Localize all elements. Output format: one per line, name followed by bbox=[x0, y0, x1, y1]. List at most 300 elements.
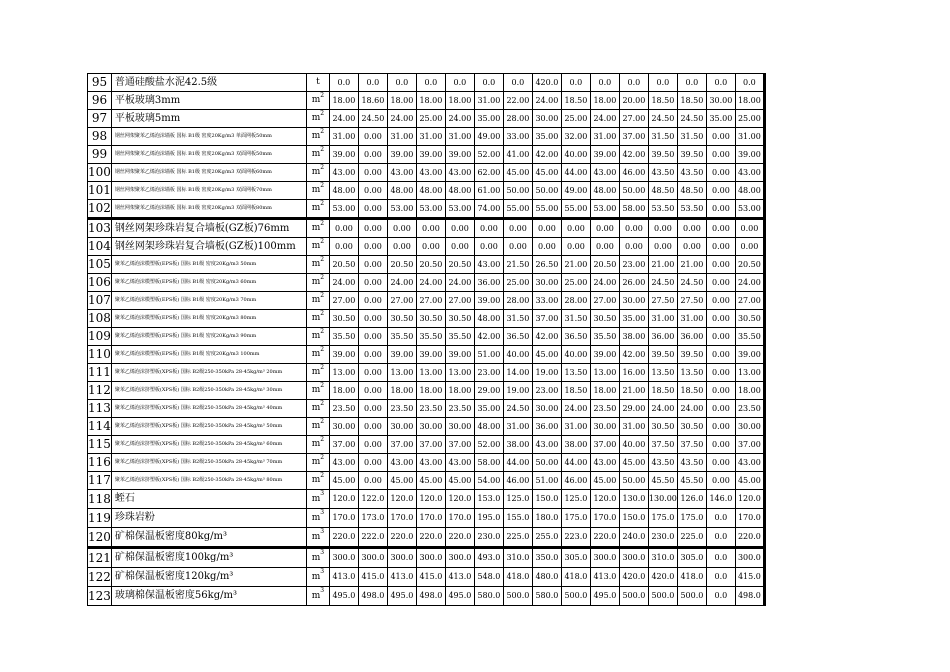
price-cell: 0.0 bbox=[706, 587, 735, 606]
price-cell: 53.00 bbox=[329, 200, 358, 219]
table-row bbox=[88, 200, 765, 219]
unit-exponent: 2 bbox=[320, 164, 325, 171]
price-cell: 0.0 bbox=[677, 74, 706, 92]
price-cell: 31.00 bbox=[561, 418, 590, 436]
price-cell: 43.00 bbox=[329, 454, 358, 472]
price-cell: 26.50 bbox=[532, 256, 561, 274]
price-cell: 18.50 bbox=[561, 382, 590, 400]
unit-exponent: 2 bbox=[320, 146, 325, 153]
price-cell: 0.00 bbox=[358, 472, 387, 490]
price-cell: 36.00 bbox=[648, 328, 677, 346]
price-cell: 48.00 bbox=[445, 182, 474, 200]
price-cell: 45.00 bbox=[387, 472, 416, 490]
price-cell: 0.0 bbox=[561, 74, 590, 92]
price-cell: 415.0 bbox=[735, 568, 764, 587]
price-cell: 0.00 bbox=[648, 219, 677, 238]
price-cell: 48.00 bbox=[387, 182, 416, 200]
price-cell: 495.0 bbox=[445, 587, 474, 606]
price-cell: 0.00 bbox=[706, 310, 735, 328]
row-number: 114 bbox=[88, 418, 112, 436]
price-cell: 30.00 bbox=[532, 274, 561, 292]
price-cell: 25.00 bbox=[503, 274, 532, 292]
price-cell: 493.0 bbox=[474, 548, 503, 568]
price-cell: 0.00 bbox=[445, 238, 474, 256]
price-cell: 175.0 bbox=[648, 509, 677, 528]
table-row bbox=[88, 128, 765, 146]
price-cell: 0.00 bbox=[358, 418, 387, 436]
price-cell: 20.50 bbox=[329, 256, 358, 274]
price-cell: 46.00 bbox=[561, 472, 590, 490]
price-cell: 52.00 bbox=[474, 436, 503, 454]
price-cell: 0.0 bbox=[590, 74, 619, 92]
price-cell: 24.50 bbox=[648, 274, 677, 292]
price-cell: 225.0 bbox=[503, 528, 532, 548]
price-cell: 45.00 bbox=[329, 472, 358, 490]
price-cell: 46.00 bbox=[503, 472, 532, 490]
price-cell: 35.00 bbox=[532, 128, 561, 146]
price-cell: 14.00 bbox=[503, 364, 532, 382]
unit-symbol: m bbox=[311, 494, 321, 504]
table-row bbox=[88, 256, 765, 274]
unit-cell bbox=[306, 200, 329, 219]
unit-cell bbox=[306, 292, 329, 310]
unit-cell bbox=[306, 74, 329, 92]
price-cell: 45.50 bbox=[648, 472, 677, 490]
price-cell: 21.00 bbox=[561, 256, 590, 274]
price-cell: 24.50 bbox=[358, 110, 387, 128]
price-cell: 230.0 bbox=[474, 528, 503, 548]
unit-exponent: 2 bbox=[320, 92, 325, 99]
price-cell: 45.00 bbox=[445, 472, 474, 490]
unit-cell bbox=[306, 454, 329, 472]
price-cell: 23.50 bbox=[416, 400, 445, 418]
price-cell: 39.00 bbox=[445, 146, 474, 164]
price-cell: 0.00 bbox=[735, 219, 764, 238]
price-cell: 23.50 bbox=[735, 400, 764, 418]
unit-exponent: 2 bbox=[320, 256, 325, 263]
price-cell: 40.00 bbox=[619, 436, 648, 454]
price-cell: 175.0 bbox=[561, 509, 590, 528]
price-cell: 0.00 bbox=[648, 238, 677, 256]
price-cell: 0.00 bbox=[387, 219, 416, 238]
price-cell: 0.00 bbox=[706, 146, 735, 164]
row-number: 118 bbox=[88, 490, 112, 509]
price-cell: 0.00 bbox=[706, 256, 735, 274]
price-cell: 43.50 bbox=[677, 454, 706, 472]
row-number: 107 bbox=[88, 292, 112, 310]
price-cell: 0.0 bbox=[358, 74, 387, 92]
price-cell: 0.00 bbox=[619, 219, 648, 238]
price-cell: 150.0 bbox=[532, 490, 561, 509]
price-cell: 0.00 bbox=[358, 364, 387, 382]
price-cell: 305.0 bbox=[561, 548, 590, 568]
price-cell: 39.00 bbox=[416, 346, 445, 364]
price-cell: 30.00 bbox=[532, 400, 561, 418]
row-number: 119 bbox=[88, 509, 112, 528]
price-cell: 0.00 bbox=[706, 182, 735, 200]
price-cell: 37.00 bbox=[735, 436, 764, 454]
price-cell: 24.00 bbox=[590, 274, 619, 292]
table-row bbox=[88, 548, 765, 568]
price-cell: 29.00 bbox=[619, 400, 648, 418]
material-name: 玻璃棉保温板密度56kg/m³ bbox=[111, 587, 306, 606]
price-cell: 195.0 bbox=[474, 509, 503, 528]
row-number: 123 bbox=[88, 587, 112, 606]
price-cell: 480.0 bbox=[532, 568, 561, 587]
unit-symbol: m bbox=[311, 203, 321, 213]
price-cell: 24.00 bbox=[735, 274, 764, 292]
price-cell: 39.50 bbox=[648, 346, 677, 364]
price-cell: 122.0 bbox=[358, 490, 387, 509]
material-name: 聚苯乙烯泡沫挤塑板(XPS板) 国标 B2级250-350kPa 28-45kg/m³ 40mm bbox=[111, 400, 306, 418]
material-name: 钢丝网架珍珠岩复合墙板(GZ板)100mm bbox=[111, 238, 306, 256]
price-cell: 413.0 bbox=[329, 568, 358, 587]
price-cell: 43.00 bbox=[590, 454, 619, 472]
row-number: 97 bbox=[88, 110, 112, 128]
price-cell: 170.0 bbox=[445, 509, 474, 528]
price-cell: 31.00 bbox=[329, 128, 358, 146]
price-cell: 498.0 bbox=[416, 587, 445, 606]
price-cell: 13.50 bbox=[677, 364, 706, 382]
price-cell: 55.00 bbox=[532, 200, 561, 219]
unit-cell bbox=[306, 472, 329, 490]
price-cell: 18.00 bbox=[445, 92, 474, 110]
price-cell: 500.0 bbox=[619, 587, 648, 606]
price-cell: 27.00 bbox=[416, 292, 445, 310]
unit-exponent: 2 bbox=[320, 182, 325, 189]
table-row bbox=[88, 568, 765, 587]
price-cell: 45.00 bbox=[416, 472, 445, 490]
price-cell: 37.00 bbox=[329, 436, 358, 454]
price-cell: 39.00 bbox=[474, 292, 503, 310]
unit-symbol: m bbox=[311, 167, 321, 177]
price-cell: 0.00 bbox=[706, 219, 735, 238]
price-cell: 0.00 bbox=[561, 238, 590, 256]
unit-exponent: 2 bbox=[320, 454, 325, 461]
price-cell: 45.00 bbox=[503, 164, 532, 182]
unit-exponent: 2 bbox=[320, 400, 325, 407]
price-cell: 37.00 bbox=[445, 436, 474, 454]
price-cell: 31.50 bbox=[677, 128, 706, 146]
unit-exponent: 2 bbox=[320, 328, 325, 335]
price-cell: 30.00 bbox=[706, 92, 735, 110]
price-cell: 18.00 bbox=[387, 92, 416, 110]
price-cell: 45.50 bbox=[677, 472, 706, 490]
price-cell: 0.00 bbox=[358, 256, 387, 274]
price-cell: 500.0 bbox=[503, 587, 532, 606]
table-row bbox=[88, 182, 765, 200]
row-number: 122 bbox=[88, 568, 112, 587]
unit-exponent: 3 bbox=[320, 490, 325, 497]
price-cell: 31.50 bbox=[561, 310, 590, 328]
price-cell: 27.00 bbox=[735, 292, 764, 310]
price-cell: 37.00 bbox=[387, 436, 416, 454]
price-cell: 0.00 bbox=[358, 292, 387, 310]
price-cell: 35.50 bbox=[735, 328, 764, 346]
table-row bbox=[88, 382, 765, 400]
price-cell: 18.00 bbox=[445, 382, 474, 400]
price-cell: 130.00 bbox=[648, 490, 677, 509]
price-cell: 50.00 bbox=[619, 182, 648, 200]
price-cell: 0.00 bbox=[706, 364, 735, 382]
table-row bbox=[88, 418, 765, 436]
unit-symbol: m bbox=[311, 131, 321, 141]
row-number: 116 bbox=[88, 454, 112, 472]
unit-symbol: m bbox=[311, 385, 321, 395]
price-cell: 413.0 bbox=[387, 568, 416, 587]
price-cell: 0.00 bbox=[358, 200, 387, 219]
material-name: 聚苯乙烯泡沫模塑板(EPS板) 国标 B1级 密度20Kg/m3 100mm bbox=[111, 346, 306, 364]
price-cell: 0.0 bbox=[735, 74, 764, 92]
price-cell: 30.00 bbox=[619, 292, 648, 310]
price-cell: 20.00 bbox=[619, 92, 648, 110]
price-cell: 0.00 bbox=[358, 238, 387, 256]
price-cell: 0.00 bbox=[358, 382, 387, 400]
table-row bbox=[88, 310, 765, 328]
material-name: 聚苯乙烯泡沫挤塑板(XPS板) 国标 B2级250-350kPa 28-45kg/m³ 20mm bbox=[111, 364, 306, 382]
price-cell: 31.00 bbox=[590, 128, 619, 146]
price-cell: 38.00 bbox=[619, 328, 648, 346]
price-cell: 43.50 bbox=[648, 164, 677, 182]
price-cell: 310.0 bbox=[503, 548, 532, 568]
price-cell: 0.00 bbox=[706, 436, 735, 454]
price-cell: 30.00 bbox=[590, 418, 619, 436]
price-cell: 39.00 bbox=[735, 346, 764, 364]
price-cell: 500.0 bbox=[561, 587, 590, 606]
price-cell: 20.50 bbox=[416, 256, 445, 274]
price-cell: 39.50 bbox=[677, 146, 706, 164]
price-cell: 44.00 bbox=[561, 454, 590, 472]
price-cell: 37.00 bbox=[416, 436, 445, 454]
price-cell: 25.00 bbox=[561, 274, 590, 292]
price-cell: 220.0 bbox=[735, 528, 764, 548]
unit-cell bbox=[306, 364, 329, 382]
price-cell: 305.0 bbox=[677, 548, 706, 568]
price-cell: 53.50 bbox=[648, 200, 677, 219]
price-cell: 40.00 bbox=[561, 346, 590, 364]
price-cell: 0.00 bbox=[358, 400, 387, 418]
unit-cell bbox=[306, 490, 329, 509]
price-cell: 30.50 bbox=[445, 310, 474, 328]
price-cell: 48.50 bbox=[677, 182, 706, 200]
price-cell: 43.00 bbox=[416, 454, 445, 472]
price-cell: 0.00 bbox=[358, 146, 387, 164]
price-cell: 0.00 bbox=[358, 436, 387, 454]
price-cell: 0.00 bbox=[706, 274, 735, 292]
price-cell: 495.0 bbox=[329, 587, 358, 606]
price-cell: 53.00 bbox=[590, 200, 619, 219]
price-cell: 495.0 bbox=[590, 587, 619, 606]
unit-cell bbox=[306, 548, 329, 568]
price-cell: 30.00 bbox=[532, 110, 561, 128]
price-cell: 170.0 bbox=[387, 509, 416, 528]
price-cell: 125.0 bbox=[561, 490, 590, 509]
unit-symbol: m bbox=[311, 185, 321, 195]
price-cell: 27.00 bbox=[619, 110, 648, 128]
material-name: 珍珠岩粉 bbox=[111, 509, 306, 528]
price-cell: 43.00 bbox=[445, 164, 474, 182]
price-cell: 153.0 bbox=[474, 490, 503, 509]
price-cell: 46.00 bbox=[619, 164, 648, 182]
price-cell: 48.00 bbox=[329, 182, 358, 200]
price-cell: 36.50 bbox=[561, 328, 590, 346]
unit-exponent: 2 bbox=[320, 472, 325, 479]
table-row bbox=[88, 454, 765, 472]
price-cell: 30.00 bbox=[416, 418, 445, 436]
price-cell: 170.0 bbox=[590, 509, 619, 528]
price-cell: 25.00 bbox=[561, 110, 590, 128]
price-cell: 25.00 bbox=[416, 110, 445, 128]
material-name: 聚苯乙烯泡沫挤塑板(XPS板) 国标 B2级250-350kPa 28-45kg/m³ 70mm bbox=[111, 454, 306, 472]
unit-symbol: m bbox=[311, 513, 321, 523]
price-cell: 19.00 bbox=[532, 364, 561, 382]
price-cell: 50.00 bbox=[532, 182, 561, 200]
price-cell: 0.00 bbox=[474, 219, 503, 238]
price-cell: 220.0 bbox=[329, 528, 358, 548]
unit-exponent: 2 bbox=[320, 292, 325, 299]
price-cell: 21.00 bbox=[648, 256, 677, 274]
price-cell: 35.50 bbox=[387, 328, 416, 346]
price-cell: 220.0 bbox=[590, 528, 619, 548]
material-name: 矿棉保温板密度120kg/m³ bbox=[111, 568, 306, 587]
price-cell: 0.00 bbox=[503, 238, 532, 256]
price-cell: 18.00 bbox=[590, 382, 619, 400]
unit-cell bbox=[306, 164, 329, 182]
price-cell: 500.0 bbox=[677, 587, 706, 606]
price-cell: 42.00 bbox=[619, 146, 648, 164]
material-name: 聚苯乙烯泡沫模塑板(EPS板) 国标 B1级 密度20Kg/m3 70mm bbox=[111, 292, 306, 310]
price-cell: 24.00 bbox=[445, 274, 474, 292]
price-cell: 418.0 bbox=[561, 568, 590, 587]
price-cell: 53.00 bbox=[387, 200, 416, 219]
price-cell: 29.00 bbox=[474, 382, 503, 400]
price-cell: 32.00 bbox=[561, 128, 590, 146]
price-cell: 24.50 bbox=[648, 110, 677, 128]
price-cell: 35.00 bbox=[474, 400, 503, 418]
price-cell: 23.00 bbox=[532, 382, 561, 400]
price-cell: 0.00 bbox=[358, 274, 387, 292]
price-cell: 255.0 bbox=[532, 528, 561, 548]
price-cell: 45.00 bbox=[735, 472, 764, 490]
row-number: 113 bbox=[88, 400, 112, 418]
unit-symbol: t bbox=[316, 77, 320, 87]
price-cell: 16.00 bbox=[619, 364, 648, 382]
price-cell: 0.00 bbox=[590, 238, 619, 256]
row-number: 103 bbox=[88, 219, 112, 238]
row-number: 106 bbox=[88, 274, 112, 292]
unit-symbol: m bbox=[311, 259, 321, 269]
price-cell: 55.00 bbox=[503, 200, 532, 219]
price-cell: 51.00 bbox=[474, 346, 503, 364]
price-cell: 19.00 bbox=[503, 382, 532, 400]
table-row bbox=[88, 92, 765, 110]
price-cell: 498.0 bbox=[358, 587, 387, 606]
price-cell: 37.00 bbox=[532, 310, 561, 328]
price-cell: 13.50 bbox=[561, 364, 590, 382]
table-row bbox=[88, 346, 765, 364]
price-cell: 31.00 bbox=[648, 310, 677, 328]
price-cell: 13.00 bbox=[445, 364, 474, 382]
price-cell: 18.00 bbox=[416, 382, 445, 400]
price-cell: 43.00 bbox=[329, 164, 358, 182]
table-row bbox=[88, 509, 765, 528]
price-cell: 0.0 bbox=[706, 74, 735, 92]
price-cell: 20.50 bbox=[590, 256, 619, 274]
unit-symbol: m bbox=[311, 149, 321, 159]
unit-cell bbox=[306, 219, 329, 238]
price-cell: 53.00 bbox=[735, 200, 764, 219]
row-number: 102 bbox=[88, 200, 112, 219]
price-cell: 48.00 bbox=[474, 418, 503, 436]
price-cell: 240.0 bbox=[619, 528, 648, 548]
unit-symbol: m bbox=[311, 331, 321, 341]
unit-symbol: m bbox=[311, 532, 321, 542]
unit-cell bbox=[306, 382, 329, 400]
price-cell: 30.00 bbox=[329, 418, 358, 436]
price-cell: 18.50 bbox=[677, 382, 706, 400]
price-cell: 39.00 bbox=[590, 346, 619, 364]
price-cell: 20.50 bbox=[387, 256, 416, 274]
price-cell: 24.00 bbox=[648, 400, 677, 418]
price-cell: 24.00 bbox=[590, 110, 619, 128]
row-number: 121 bbox=[88, 548, 112, 568]
price-cell: 58.00 bbox=[474, 454, 503, 472]
unit-cell bbox=[306, 274, 329, 292]
unit-cell bbox=[306, 587, 329, 606]
row-number: 105 bbox=[88, 256, 112, 274]
price-cell: 45.00 bbox=[532, 346, 561, 364]
price-cell: 39.50 bbox=[677, 346, 706, 364]
material-name: 矿棉保温板密度80kg/m³ bbox=[111, 528, 306, 548]
price-cell: 39.00 bbox=[416, 146, 445, 164]
price-cell: 0.00 bbox=[329, 219, 358, 238]
unit-exponent: 2 bbox=[320, 346, 325, 353]
price-cell: 24.50 bbox=[677, 110, 706, 128]
unit-cell bbox=[306, 238, 329, 256]
unit-symbol: m bbox=[311, 553, 321, 563]
price-cell: 33.00 bbox=[532, 292, 561, 310]
unit-symbol: m bbox=[311, 421, 321, 431]
unit-exponent: 2 bbox=[320, 310, 325, 317]
price-cell: 37.00 bbox=[590, 436, 619, 454]
price-cell: 173.0 bbox=[358, 509, 387, 528]
price-cell: 0.00 bbox=[706, 382, 735, 400]
price-cell: 13.00 bbox=[387, 364, 416, 382]
price-cell: 43.50 bbox=[677, 164, 706, 182]
price-cell: 225.0 bbox=[677, 528, 706, 548]
price-cell: 220.0 bbox=[445, 528, 474, 548]
price-cell: 31.00 bbox=[503, 418, 532, 436]
price-cell: 18.60 bbox=[358, 92, 387, 110]
price-cell: 50.00 bbox=[503, 182, 532, 200]
price-cell: 150.0 bbox=[619, 509, 648, 528]
price-cell: 13.00 bbox=[735, 364, 764, 382]
price-cell: 120.0 bbox=[590, 490, 619, 509]
price-cell: 223.0 bbox=[561, 528, 590, 548]
price-cell: 13.50 bbox=[648, 364, 677, 382]
unit-cell bbox=[306, 310, 329, 328]
price-cell: 0.00 bbox=[706, 472, 735, 490]
price-cell: 0.00 bbox=[387, 238, 416, 256]
price-cell: 0.00 bbox=[416, 238, 445, 256]
unit-exponent: 2 bbox=[320, 364, 325, 371]
table-row bbox=[88, 400, 765, 418]
price-cell: 53.50 bbox=[677, 200, 706, 219]
price-cell: 146.0 bbox=[706, 490, 735, 509]
price-cell: 35.50 bbox=[329, 328, 358, 346]
price-cell: 30.00 bbox=[735, 418, 764, 436]
material-name: 平板玻璃5mm bbox=[111, 110, 306, 128]
